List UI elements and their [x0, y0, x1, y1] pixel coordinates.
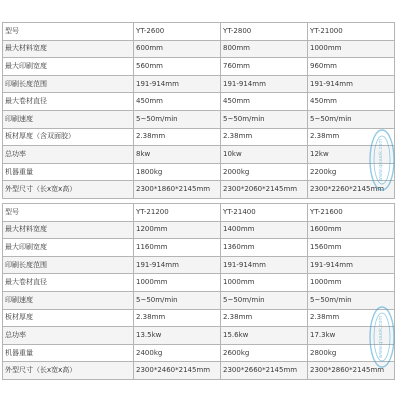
spec-label: 板材厚度（含双面胶）: [3, 128, 134, 146]
spec-row: [3, 256, 395, 274]
spec-label: 机器重量: [3, 163, 134, 181]
spec-value: 2200kg: [308, 163, 395, 181]
spec-value: 2300*2460*2145mm: [134, 362, 221, 380]
spec-value: 2300*2260*2145mm: [308, 181, 395, 199]
spec-value: 2800kg: [308, 344, 395, 362]
spec-row: [3, 163, 395, 181]
spec-label: 印刷速度: [3, 291, 134, 309]
spec-label: 最大卷材直径: [3, 93, 134, 111]
spec-value: 5~50m/min: [308, 291, 395, 309]
spec-value: 760mm: [221, 58, 308, 76]
spec-label: 最大材料宽度: [3, 40, 134, 58]
spec-value: 2.38mm: [221, 309, 308, 327]
spec-row: [3, 181, 395, 199]
spec-value: 191-914mm: [308, 256, 395, 274]
spec-value: YT-21200: [134, 204, 221, 222]
spec-value: 2300*2860*2145mm: [308, 362, 395, 380]
spec-label: 印刷长度范围: [3, 75, 134, 93]
spec-value: 5~50m/min: [308, 110, 395, 128]
spec-value: 2.38mm: [134, 309, 221, 327]
spec-value: 1000mm: [221, 274, 308, 292]
spec-row: [3, 40, 395, 58]
spec-value: 2600kg: [221, 344, 308, 362]
spec-row: [3, 204, 395, 222]
spec-value: YT-21000: [308, 23, 395, 41]
watermark-text: www.qiuuok.com: [378, 315, 384, 359]
spec-value: 1000mm: [134, 274, 221, 292]
spec-value: YT-2800: [221, 23, 308, 41]
spec-row: [3, 110, 395, 128]
spec-row: [3, 93, 395, 111]
spec-label: 最大卷材直径: [3, 274, 134, 292]
spec-value: 2300*1860*2145mm: [134, 181, 221, 199]
spec-value: 191-914mm: [221, 256, 308, 274]
spec-value: 1360mm: [221, 239, 308, 257]
spec-label: 总功率: [3, 146, 134, 164]
spec-row: [3, 274, 395, 292]
spec-value: 1600mm: [308, 221, 395, 239]
spec-row: [3, 146, 395, 164]
spec-row: [3, 309, 395, 327]
spec-row: [3, 221, 395, 239]
spec-value: 17.3kw: [308, 327, 395, 345]
spec-label: 外型尺寸（长x宽x高）: [3, 362, 134, 380]
spec-value: 2400kg: [134, 344, 221, 362]
spec-value: 2300*2660*2145mm: [221, 362, 308, 380]
spec-row: [3, 23, 395, 41]
spec-row: [3, 239, 395, 257]
spec-value: 450mm: [308, 93, 395, 111]
spec-row: [3, 75, 395, 93]
spec-value: YT-21600: [308, 204, 395, 222]
spec-value: 191-914mm: [134, 75, 221, 93]
spec-value: 1000mm: [308, 274, 395, 292]
spec-value: 800mm: [221, 40, 308, 58]
spec-table-1-body: [3, 23, 395, 199]
spec-label: 总功率: [3, 327, 134, 345]
spec-value: 13.5kw: [134, 327, 221, 345]
spec-row: [3, 344, 395, 362]
spec-value: 12kw: [308, 146, 395, 164]
spec-row: [3, 327, 395, 345]
spec-table-2-body: [3, 204, 395, 380]
watermark-stamp: [368, 128, 396, 192]
spec-row: [3, 128, 395, 146]
spec-value: 2.38mm: [221, 128, 308, 146]
spec-value: YT-21400: [221, 204, 308, 222]
spec-table-1: [2, 22, 395, 199]
spec-value: 560mm: [134, 58, 221, 76]
spec-value: 1400mm: [221, 221, 308, 239]
spec-value: YT-2600: [134, 23, 221, 41]
spec-value: 5~50m/min: [221, 291, 308, 309]
spec-table-2: [2, 203, 395, 380]
spec-value: 2000kg: [221, 163, 308, 181]
spec-value: 450mm: [221, 93, 308, 111]
spec-value: 5~50m/min: [221, 110, 308, 128]
spec-label: 最大印刷宽度: [3, 239, 134, 257]
spec-value: 1000mm: [308, 40, 395, 58]
spec-row: [3, 58, 395, 76]
spec-value: 2300*2060*2145mm: [221, 181, 308, 199]
spec-value: 5~50m/min: [134, 291, 221, 309]
spec-label: 最大材料宽度: [3, 221, 134, 239]
spec-value: 15.6kw: [221, 327, 308, 345]
watermark-stamp: [368, 305, 396, 369]
spec-label: 型号: [3, 204, 134, 222]
spec-label: 板材厚度: [3, 309, 134, 327]
spec-value: 1560mm: [308, 239, 395, 257]
spec-value: 5~50m/min: [134, 110, 221, 128]
spec-row: [3, 291, 395, 309]
spec-value: 2.38mm: [134, 128, 221, 146]
spec-label: 外型尺寸（长x宽x高）: [3, 181, 134, 199]
spec-value: 191-914mm: [134, 256, 221, 274]
spec-value: 191-914mm: [308, 75, 395, 93]
spec-row: [3, 362, 395, 380]
watermark-text: www.qiuuok.com: [378, 138, 384, 182]
spec-value: 2.38mm: [308, 128, 395, 146]
spec-value: 960mm: [308, 58, 395, 76]
spec-label: 最大印刷宽度: [3, 58, 134, 76]
spec-value: 1200mm: [134, 221, 221, 239]
spec-value: 191-914mm: [221, 75, 308, 93]
spec-value: 10kw: [221, 146, 308, 164]
spec-value: 1160mm: [134, 239, 221, 257]
spec-value: 2.38mm: [308, 309, 395, 327]
spec-value: 1800kg: [134, 163, 221, 181]
spec-label: 型号: [3, 23, 134, 41]
spec-label: 印刷速度: [3, 110, 134, 128]
spec-value: 450mm: [134, 93, 221, 111]
spec-value: 600mm: [134, 40, 221, 58]
spec-label: 机器重量: [3, 344, 134, 362]
spec-value: 8kw: [134, 146, 221, 164]
spec-label: 印刷长度范围: [3, 256, 134, 274]
